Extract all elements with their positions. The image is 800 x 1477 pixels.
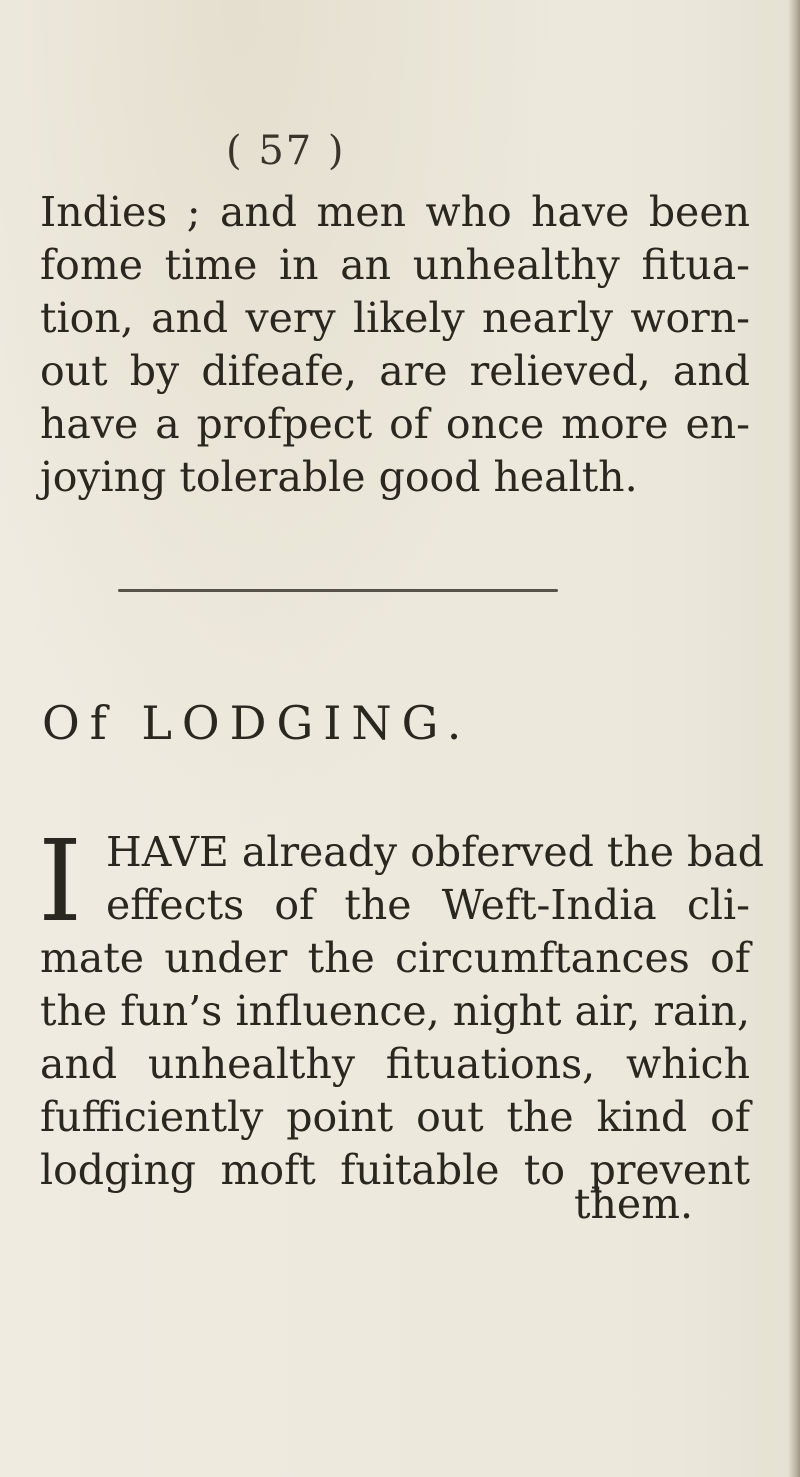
- text-line: tion, and very likely nearly worn-: [40, 294, 750, 342]
- text-line: joying tolerable good health.: [40, 453, 638, 501]
- section-heading: Of LODGING.: [42, 696, 472, 750]
- text-line: out by difeafe, are relieved, and: [40, 347, 750, 395]
- text-line: lodging moft fuitable to prevent: [40, 1146, 750, 1194]
- text-line: effects of the Weft-India cli-: [106, 881, 750, 929]
- text-line: fufficiently point out the kind of: [40, 1093, 750, 1141]
- section-divider-rule: [118, 589, 558, 592]
- body-paragraph: [38, 817, 764, 1197]
- text-line: fome time in an unhealthy fitua-: [40, 241, 750, 289]
- text-line: have a profpect of once more en-: [40, 400, 750, 448]
- text-line: mate under the circumftances of: [40, 934, 750, 982]
- drop-cap: I: [38, 817, 83, 947]
- top-paragraph: [40, 186, 750, 504]
- catchword: them.: [574, 1180, 694, 1228]
- page-edge-shadow: [788, 0, 800, 1477]
- text-line: Indies ; and men who have been: [40, 188, 750, 236]
- text-line: the fun’s influence, night air, rain,: [40, 987, 750, 1035]
- text-line: and unhealthy fituations, which: [40, 1040, 750, 1088]
- page-number: ( 57 ): [226, 128, 346, 174]
- text-line: HAVE already obferved the bad: [106, 828, 764, 876]
